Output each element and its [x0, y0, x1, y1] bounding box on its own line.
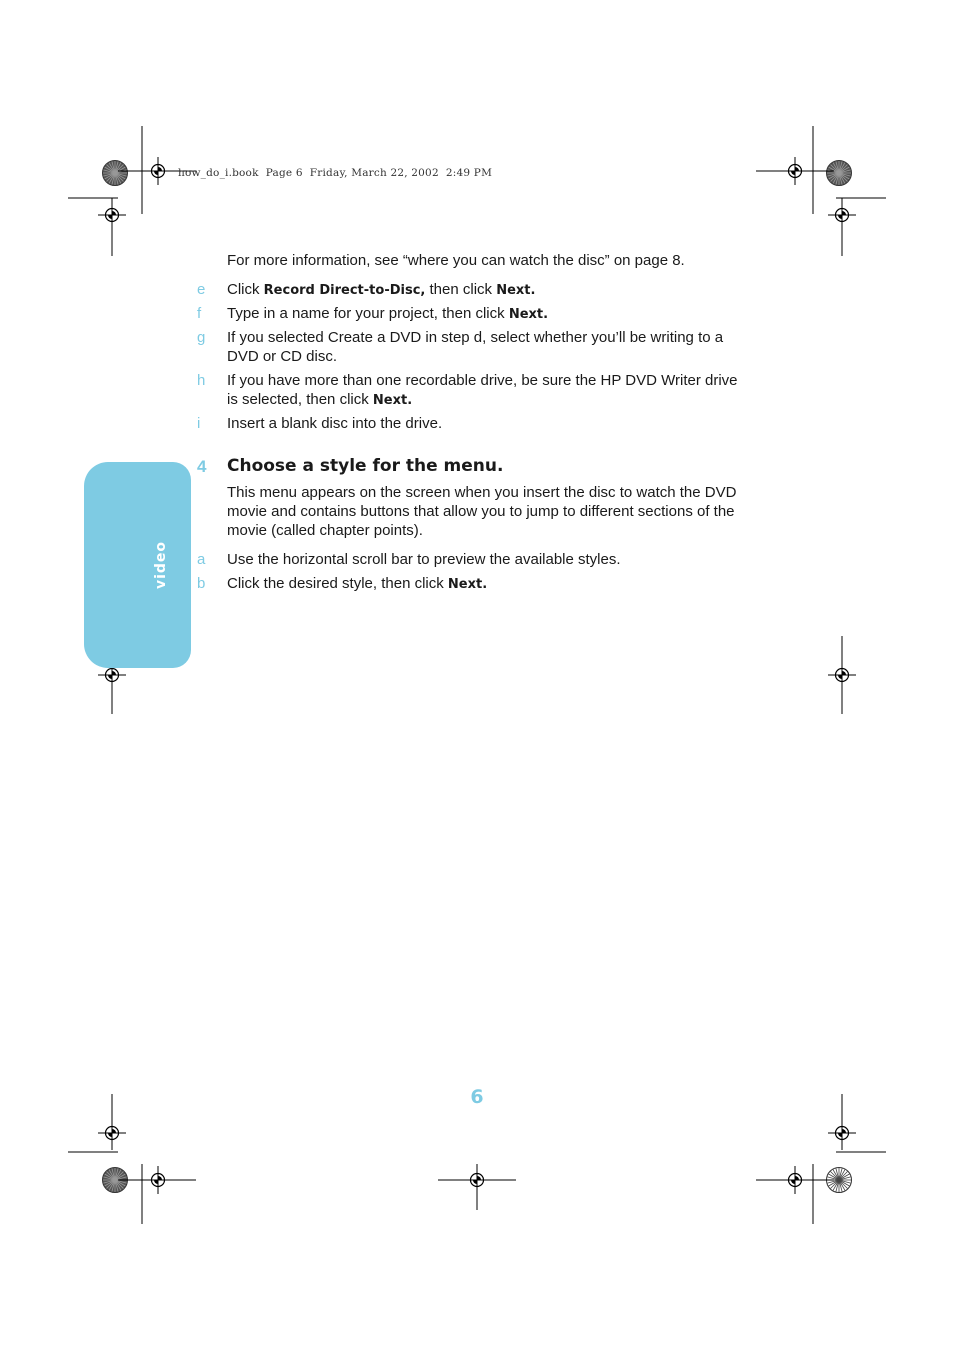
- section-number: 4: [197, 457, 207, 476]
- substep-b-before: Click the desired style, then click: [227, 575, 448, 592]
- step-f-bold-next: Next.: [508, 307, 549, 322]
- step-marker: h: [197, 372, 206, 389]
- section-body-line: movie (called chapter points).: [227, 522, 423, 539]
- step-g-line1: If you selected Create a DVD in step d, select whether you’ll be writing to a: [227, 329, 724, 346]
- section-heading: Choose a style for the menu.: [227, 456, 504, 476]
- step-e-middle: then click: [425, 281, 497, 298]
- substep-marker: a: [197, 551, 206, 568]
- section-body: [227, 483, 757, 540]
- registration-mark-icon: [98, 201, 126, 229]
- registration-mark-icon: [828, 201, 856, 229]
- registration-mark-icon: [828, 1119, 856, 1147]
- substep-b-bold-next: Next.: [447, 577, 488, 592]
- step-h-line1: If you have more than one recordable drive, be sure the HP DVD Writer drive: [227, 372, 738, 389]
- step-e-bold-next: Next.: [496, 283, 536, 298]
- substep-marker: b: [197, 575, 206, 592]
- step-marker: e: [197, 281, 206, 298]
- step-e-before: Click: [227, 281, 264, 298]
- step-marker: g: [197, 329, 206, 346]
- step-marker: f: [197, 305, 202, 322]
- substep-b-text: [227, 574, 757, 594]
- color-wheel-icon: [827, 161, 852, 186]
- intro-text: For more information, see “where you can watch the disc” on page 8.: [227, 252, 685, 269]
- section-tab: [84, 462, 191, 668]
- step-g-line2: DVD or CD disc.: [227, 348, 338, 365]
- step-e-text: [227, 280, 757, 300]
- color-wheel-icon: [103, 161, 128, 186]
- step-f-before: Type in a name for your project, then click: [227, 305, 509, 322]
- substep-a-text: Use the horizontal scroll bar to preview the available styles.: [227, 551, 621, 568]
- registration-mark-icon: [828, 661, 856, 689]
- step-h-bold-next: Next.: [372, 393, 413, 408]
- registration-mark-icon: [98, 1119, 126, 1147]
- step-h-line2: is selected, then click: [227, 391, 373, 408]
- step-i-text: Insert a blank disc into the drive.: [227, 415, 443, 432]
- section-body-line: movie and contains buttons that allow you to jump to different sections of the: [227, 503, 735, 520]
- section-body-line: This menu appears on the screen when you insert the disc to watch the DVD: [227, 484, 737, 501]
- step-marker: i: [197, 415, 201, 432]
- step-e-bold-command: Record Direct-to-Disc,: [263, 283, 426, 298]
- step-g-text: [227, 328, 757, 366]
- step-f-text: [227, 304, 757, 324]
- page-number: 6: [470, 1086, 484, 1108]
- book-header-info: how_do_i.book Page 6 Friday, March 22, 2002 2:49 PM: [178, 167, 493, 179]
- section-tab-label: video: [153, 540, 169, 590]
- step-h-text: [227, 371, 757, 410]
